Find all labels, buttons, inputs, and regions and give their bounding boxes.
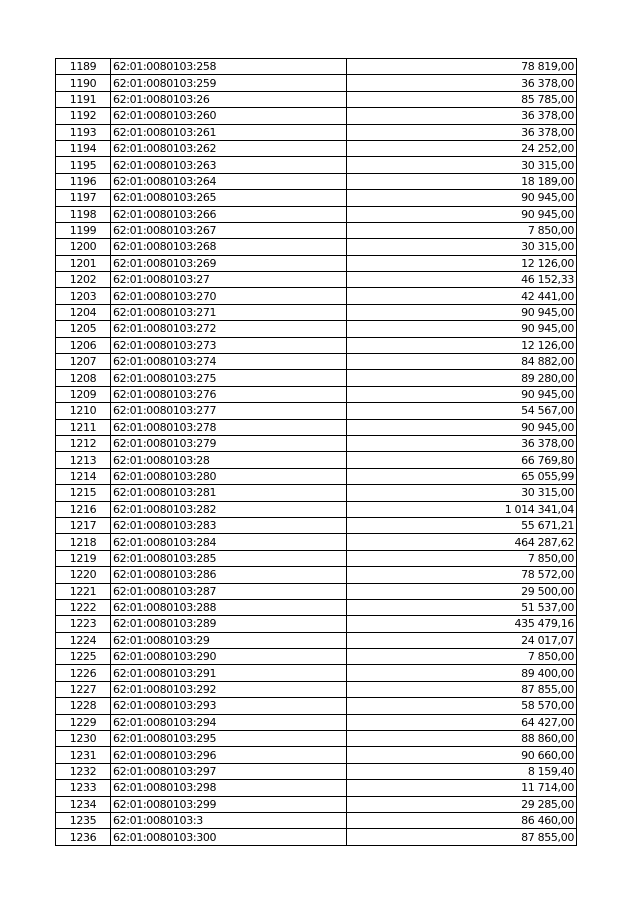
cadastral-number-cell: 62:01:0080103:28	[111, 452, 347, 468]
row-number-cell: 1202	[56, 272, 111, 288]
row-number-cell: 1233	[56, 780, 111, 796]
cadastral-number-cell: 62:01:0080103:279	[111, 435, 347, 451]
value-cell: 12 126,00	[347, 255, 577, 271]
row-number-cell: 1221	[56, 583, 111, 599]
table-row	[56, 304, 577, 320]
row-number-cell: 1212	[56, 435, 111, 451]
value-cell: 36 378,00	[347, 124, 577, 140]
cadastral-number-cell: 62:01:0080103:285	[111, 550, 347, 566]
value-cell: 88 860,00	[347, 731, 577, 747]
cadastral-number-cell: 62:01:0080103:26	[111, 91, 347, 107]
cadastral-number-cell: 62:01:0080103:276	[111, 386, 347, 402]
value-cell: 24 252,00	[347, 140, 577, 156]
value-cell: 58 570,00	[347, 698, 577, 714]
cadastral-number-cell: 62:01:0080103:294	[111, 714, 347, 730]
cadastral-number-cell: 62:01:0080103:270	[111, 288, 347, 304]
cadastral-number-cell: 62:01:0080103:27	[111, 272, 347, 288]
table-row	[56, 59, 577, 75]
row-number-cell: 1229	[56, 714, 111, 730]
table-row	[56, 468, 577, 484]
row-number-cell: 1223	[56, 616, 111, 632]
row-number-cell: 1234	[56, 796, 111, 812]
value-cell: 65 055,99	[347, 468, 577, 484]
table-row	[56, 354, 577, 370]
table-row	[56, 567, 577, 583]
value-cell: 90 945,00	[347, 419, 577, 435]
cadastral-number-cell: 62:01:0080103:267	[111, 222, 347, 238]
row-number-cell: 1199	[56, 222, 111, 238]
table-row	[56, 714, 577, 730]
row-number-cell: 1228	[56, 698, 111, 714]
row-number-cell: 1194	[56, 140, 111, 156]
table-row	[56, 780, 577, 796]
cadastral-number-cell: 62:01:0080103:299	[111, 796, 347, 812]
row-number-cell: 1222	[56, 599, 111, 615]
table-row	[56, 140, 577, 156]
row-number-cell: 1198	[56, 206, 111, 222]
row-number-cell: 1207	[56, 354, 111, 370]
cadastral-number-cell: 62:01:0080103:295	[111, 731, 347, 747]
table-row	[56, 681, 577, 697]
table-row	[56, 698, 577, 714]
value-cell: 78 819,00	[347, 59, 577, 75]
table-row	[56, 829, 577, 845]
row-number-cell: 1231	[56, 747, 111, 763]
row-number-cell: 1201	[56, 255, 111, 271]
table-row	[56, 75, 577, 91]
table-row	[56, 190, 577, 206]
row-number-cell: 1227	[56, 681, 111, 697]
table-row	[56, 321, 577, 337]
row-number-cell: 1236	[56, 829, 111, 845]
table-row	[56, 288, 577, 304]
value-cell: 42 441,00	[347, 288, 577, 304]
row-number-cell: 1224	[56, 632, 111, 648]
table-row	[56, 632, 577, 648]
row-number-cell: 1211	[56, 419, 111, 435]
table-row	[56, 419, 577, 435]
table-row	[56, 255, 577, 271]
row-number-cell: 1217	[56, 517, 111, 533]
table-row	[56, 599, 577, 615]
value-cell: 89 280,00	[347, 370, 577, 386]
cadastral-number-cell: 62:01:0080103:272	[111, 321, 347, 337]
value-cell: 29 500,00	[347, 583, 577, 599]
table-row	[56, 124, 577, 140]
cadastral-number-cell: 62:01:0080103:284	[111, 534, 347, 550]
value-cell: 87 855,00	[347, 829, 577, 845]
value-cell: 11 714,00	[347, 780, 577, 796]
cadastral-number-cell: 62:01:0080103:293	[111, 698, 347, 714]
row-number-cell: 1197	[56, 190, 111, 206]
cadastral-number-cell: 62:01:0080103:296	[111, 747, 347, 763]
row-number-cell: 1192	[56, 108, 111, 124]
row-number-cell: 1196	[56, 173, 111, 189]
cadastral-number-cell: 62:01:0080103:300	[111, 829, 347, 845]
row-number-cell: 1214	[56, 468, 111, 484]
table-row	[56, 386, 577, 402]
cadastral-number-cell: 62:01:0080103:287	[111, 583, 347, 599]
value-cell: 36 378,00	[347, 108, 577, 124]
table-row	[56, 272, 577, 288]
value-cell: 7 850,00	[347, 649, 577, 665]
value-cell: 90 945,00	[347, 386, 577, 402]
cadastral-number-cell: 62:01:0080103:263	[111, 157, 347, 173]
value-cell: 1 014 341,04	[347, 501, 577, 517]
cadastral-number-cell: 62:01:0080103:297	[111, 763, 347, 779]
row-number-cell: 1220	[56, 567, 111, 583]
table-row	[56, 173, 577, 189]
cadastral-number-cell: 62:01:0080103:29	[111, 632, 347, 648]
cadastral-number-cell: 62:01:0080103:271	[111, 304, 347, 320]
cadastral-number-cell: 62:01:0080103:264	[111, 173, 347, 189]
cadastral-number-cell: 62:01:0080103:286	[111, 567, 347, 583]
value-cell: 29 285,00	[347, 796, 577, 812]
cadastral-number-cell: 62:01:0080103:269	[111, 255, 347, 271]
row-number-cell: 1193	[56, 124, 111, 140]
cadastral-number-cell: 62:01:0080103:277	[111, 403, 347, 419]
row-number-cell: 1225	[56, 649, 111, 665]
row-number-cell: 1215	[56, 485, 111, 501]
value-cell: 84 882,00	[347, 354, 577, 370]
value-cell: 90 945,00	[347, 206, 577, 222]
row-number-cell: 1235	[56, 812, 111, 828]
table-row	[56, 501, 577, 517]
table-row	[56, 763, 577, 779]
cadastral-number-cell: 62:01:0080103:266	[111, 206, 347, 222]
value-cell: 464 287,62	[347, 534, 577, 550]
cadastral-number-cell: 62:01:0080103:262	[111, 140, 347, 156]
cadastral-number-cell: 62:01:0080103:258	[111, 59, 347, 75]
row-number-cell: 1200	[56, 239, 111, 255]
table-row	[56, 91, 577, 107]
row-number-cell: 1219	[56, 550, 111, 566]
value-cell: 64 427,00	[347, 714, 577, 730]
cadastral-number-cell: 62:01:0080103:260	[111, 108, 347, 124]
cadastral-number-cell: 62:01:0080103:283	[111, 517, 347, 533]
table-row	[56, 812, 577, 828]
cadastral-value-table	[55, 58, 577, 846]
table-row	[56, 616, 577, 632]
table-row	[56, 583, 577, 599]
value-cell: 30 315,00	[347, 239, 577, 255]
value-cell: 90 945,00	[347, 304, 577, 320]
row-number-cell: 1205	[56, 321, 111, 337]
table-row	[56, 157, 577, 173]
table-body	[56, 59, 577, 846]
table-row	[56, 403, 577, 419]
row-number-cell: 1206	[56, 337, 111, 353]
table-row	[56, 731, 577, 747]
row-number-cell: 1226	[56, 665, 111, 681]
value-cell: 46 152,33	[347, 272, 577, 288]
value-cell: 51 537,00	[347, 599, 577, 615]
value-cell: 54 567,00	[347, 403, 577, 419]
cadastral-number-cell: 62:01:0080103:268	[111, 239, 347, 255]
table-row	[56, 370, 577, 386]
table-row	[56, 222, 577, 238]
value-cell: 87 855,00	[347, 681, 577, 697]
table-row	[56, 435, 577, 451]
row-number-cell: 1191	[56, 91, 111, 107]
cadastral-number-cell: 62:01:0080103:280	[111, 468, 347, 484]
cadastral-number-cell: 62:01:0080103:278	[111, 419, 347, 435]
value-cell: 90 945,00	[347, 321, 577, 337]
cadastral-number-cell: 62:01:0080103:292	[111, 681, 347, 697]
value-cell: 24 017,07	[347, 632, 577, 648]
value-cell: 435 479,16	[347, 616, 577, 632]
cadastral-number-cell: 62:01:0080103:259	[111, 75, 347, 91]
cadastral-number-cell: 62:01:0080103:273	[111, 337, 347, 353]
cadastral-number-cell: 62:01:0080103:275	[111, 370, 347, 386]
value-cell: 89 400,00	[347, 665, 577, 681]
table-row	[56, 337, 577, 353]
value-cell: 30 315,00	[347, 485, 577, 501]
value-cell: 90 945,00	[347, 190, 577, 206]
table-row	[56, 796, 577, 812]
value-cell: 55 671,21	[347, 517, 577, 533]
value-cell: 8 159,40	[347, 763, 577, 779]
value-cell: 7 850,00	[347, 222, 577, 238]
value-cell: 18 189,00	[347, 173, 577, 189]
row-number-cell: 1213	[56, 452, 111, 468]
value-cell: 66 769,80	[347, 452, 577, 468]
value-cell: 36 378,00	[347, 75, 577, 91]
value-cell: 90 660,00	[347, 747, 577, 763]
table-row	[56, 534, 577, 550]
cadastral-number-cell: 62:01:0080103:288	[111, 599, 347, 615]
row-number-cell: 1218	[56, 534, 111, 550]
row-number-cell: 1195	[56, 157, 111, 173]
value-cell: 12 126,00	[347, 337, 577, 353]
table-row	[56, 517, 577, 533]
value-cell: 7 850,00	[347, 550, 577, 566]
table-row	[56, 452, 577, 468]
cadastral-number-cell: 62:01:0080103:298	[111, 780, 347, 796]
value-cell: 36 378,00	[347, 435, 577, 451]
value-cell: 30 315,00	[347, 157, 577, 173]
cadastral-number-cell: 62:01:0080103:281	[111, 485, 347, 501]
table-row	[56, 108, 577, 124]
table-row	[56, 649, 577, 665]
table-row	[56, 665, 577, 681]
value-cell: 86 460,00	[347, 812, 577, 828]
cadastral-number-cell: 62:01:0080103:274	[111, 354, 347, 370]
cadastral-number-cell: 62:01:0080103:265	[111, 190, 347, 206]
cadastral-number-cell: 62:01:0080103:291	[111, 665, 347, 681]
row-number-cell: 1210	[56, 403, 111, 419]
row-number-cell: 1216	[56, 501, 111, 517]
value-cell: 85 785,00	[347, 91, 577, 107]
value-cell: 78 572,00	[347, 567, 577, 583]
table-row	[56, 747, 577, 763]
row-number-cell: 1203	[56, 288, 111, 304]
table-row	[56, 239, 577, 255]
row-number-cell: 1230	[56, 731, 111, 747]
cadastral-number-cell: 62:01:0080103:290	[111, 649, 347, 665]
cadastral-number-cell: 62:01:0080103:289	[111, 616, 347, 632]
table-row	[56, 206, 577, 222]
row-number-cell: 1189	[56, 59, 111, 75]
table-row	[56, 485, 577, 501]
cadastral-number-cell: 62:01:0080103:282	[111, 501, 347, 517]
row-number-cell: 1204	[56, 304, 111, 320]
row-number-cell: 1208	[56, 370, 111, 386]
table-row	[56, 550, 577, 566]
cadastral-number-cell: 62:01:0080103:261	[111, 124, 347, 140]
row-number-cell: 1232	[56, 763, 111, 779]
cadastral-number-cell: 62:01:0080103:3	[111, 812, 347, 828]
row-number-cell: 1190	[56, 75, 111, 91]
row-number-cell: 1209	[56, 386, 111, 402]
